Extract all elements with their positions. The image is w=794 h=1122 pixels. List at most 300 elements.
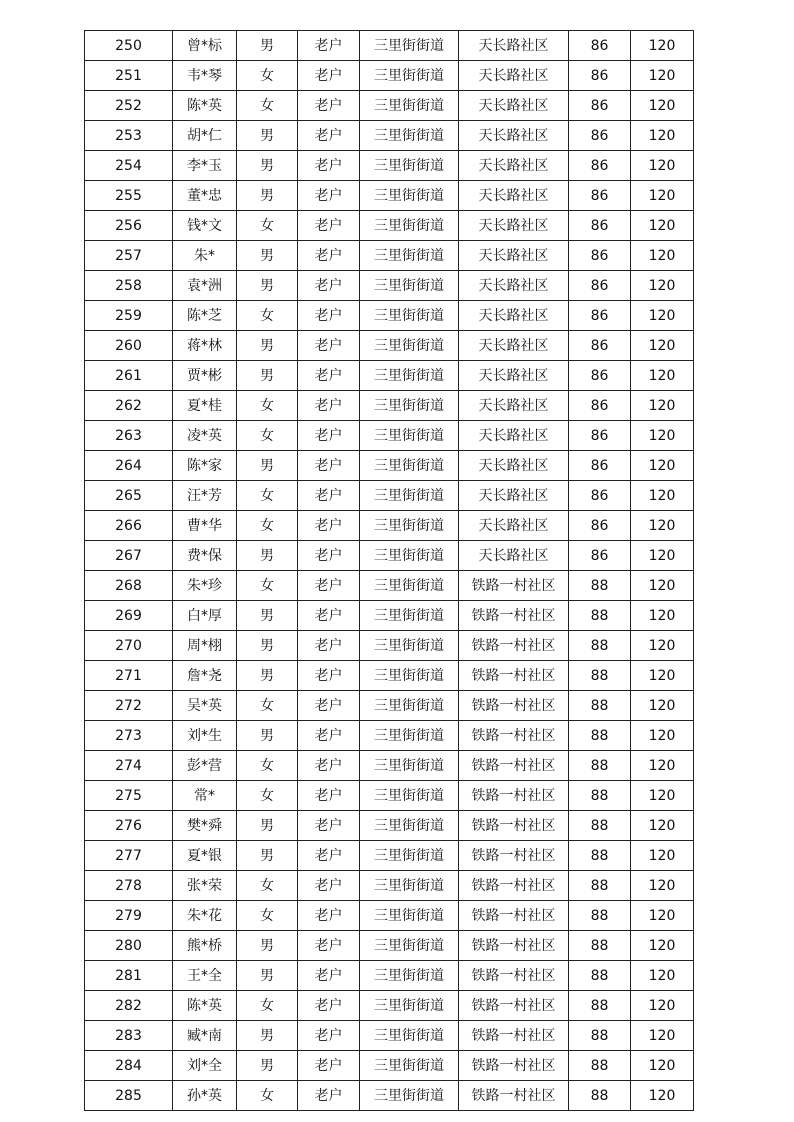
subdistrict-cell: 三里街街道 [360,481,459,511]
person-name-cell: 张*荣 [173,871,237,901]
community-cell: 铁路一村社区 [459,631,569,661]
household-type-cell: 老户 [298,931,360,961]
community-cell: 铁路一村社区 [459,1021,569,1051]
table-row [85,751,694,781]
household-type-cell: 老户 [298,511,360,541]
gender-cell: 女 [237,211,298,241]
community-cell: 天长路社区 [459,541,569,571]
person-name-cell: 汪*芳 [173,481,237,511]
community-cell: 天长路社区 [459,511,569,541]
amount-cell: 120 [631,721,694,751]
row-index-cell: 257 [85,241,173,271]
subdistrict-cell: 三里街街道 [360,151,459,181]
score-cell: 88 [569,811,631,841]
score-cell: 86 [569,391,631,421]
amount-cell: 120 [631,961,694,991]
subdistrict-cell: 三里街街道 [360,961,459,991]
amount-cell: 120 [631,931,694,961]
person-name-cell: 李*玉 [173,151,237,181]
subdistrict-cell: 三里街街道 [360,391,459,421]
household-type-cell: 老户 [298,31,360,61]
gender-cell: 男 [237,631,298,661]
table-row [85,481,694,511]
score-cell: 86 [569,61,631,91]
household-type-cell: 老户 [298,301,360,331]
person-name-cell: 臧*南 [173,1021,237,1051]
score-cell: 88 [569,631,631,661]
score-cell: 86 [569,271,631,301]
amount-cell: 120 [631,841,694,871]
person-name-cell: 贾*彬 [173,361,237,391]
score-cell: 88 [569,751,631,781]
community-cell: 铁路一村社区 [459,781,569,811]
person-name-cell: 夏*桂 [173,391,237,421]
household-type-cell: 老户 [298,631,360,661]
row-index-cell: 268 [85,571,173,601]
subdistrict-cell: 三里街街道 [360,451,459,481]
amount-cell: 120 [631,1051,694,1081]
community-cell: 天长路社区 [459,61,569,91]
table-row [85,631,694,661]
household-type-cell: 老户 [298,1021,360,1051]
score-cell: 86 [569,241,631,271]
person-name-cell: 白*厚 [173,601,237,631]
gender-cell: 男 [237,361,298,391]
gender-cell: 女 [237,391,298,421]
gender-cell: 男 [237,721,298,751]
row-index-cell: 261 [85,361,173,391]
subdistrict-cell: 三里街街道 [360,601,459,631]
table-row [85,301,694,331]
household-type-cell: 老户 [298,571,360,601]
score-cell: 88 [569,1081,631,1111]
amount-cell: 120 [631,331,694,361]
gender-cell: 男 [237,121,298,151]
table-row [85,181,694,211]
table-row [85,511,694,541]
subdistrict-cell: 三里街街道 [360,211,459,241]
gender-cell: 女 [237,991,298,1021]
score-cell: 88 [569,1021,631,1051]
household-type-cell: 老户 [298,421,360,451]
roster-table [84,30,694,1111]
row-index-cell: 278 [85,871,173,901]
person-name-cell: 陈*芝 [173,301,237,331]
row-index-cell: 251 [85,61,173,91]
household-type-cell: 老户 [298,211,360,241]
table-row [85,601,694,631]
gender-cell: 女 [237,421,298,451]
community-cell: 天长路社区 [459,211,569,241]
community-cell: 天长路社区 [459,301,569,331]
household-type-cell: 老户 [298,961,360,991]
household-type-cell: 老户 [298,481,360,511]
table-row [85,691,694,721]
subdistrict-cell: 三里街街道 [360,301,459,331]
score-cell: 88 [569,1051,631,1081]
person-name-cell: 陈*英 [173,91,237,121]
person-name-cell: 刘*生 [173,721,237,751]
gender-cell: 男 [237,541,298,571]
community-cell: 天长路社区 [459,481,569,511]
amount-cell: 120 [631,1021,694,1051]
row-index-cell: 270 [85,631,173,661]
amount-cell: 120 [631,181,694,211]
table-row [85,1051,694,1081]
household-type-cell: 老户 [298,661,360,691]
community-cell: 天长路社区 [459,331,569,361]
amount-cell: 120 [631,211,694,241]
score-cell: 88 [569,601,631,631]
subdistrict-cell: 三里街街道 [360,781,459,811]
household-type-cell: 老户 [298,901,360,931]
table-row [85,991,694,1021]
row-index-cell: 263 [85,421,173,451]
person-name-cell: 詹*尧 [173,661,237,691]
gender-cell: 女 [237,61,298,91]
amount-cell: 120 [631,511,694,541]
row-index-cell: 262 [85,391,173,421]
amount-cell: 120 [631,451,694,481]
person-name-cell: 韦*琴 [173,61,237,91]
row-index-cell: 258 [85,271,173,301]
row-index-cell: 281 [85,961,173,991]
gender-cell: 男 [237,961,298,991]
person-name-cell: 董*忠 [173,181,237,211]
row-index-cell: 266 [85,511,173,541]
amount-cell: 120 [631,541,694,571]
score-cell: 88 [569,571,631,601]
person-name-cell: 朱*花 [173,901,237,931]
community-cell: 天长路社区 [459,421,569,451]
amount-cell: 120 [631,421,694,451]
community-cell: 铁路一村社区 [459,931,569,961]
household-type-cell: 老户 [298,781,360,811]
subdistrict-cell: 三里街街道 [360,991,459,1021]
subdistrict-cell: 三里街街道 [360,511,459,541]
person-name-cell: 彭*营 [173,751,237,781]
subdistrict-cell: 三里街街道 [360,721,459,751]
gender-cell: 男 [237,811,298,841]
community-cell: 天长路社区 [459,451,569,481]
roster-body [85,31,694,1111]
subdistrict-cell: 三里街街道 [360,631,459,661]
amount-cell: 120 [631,31,694,61]
row-index-cell: 277 [85,841,173,871]
subdistrict-cell: 三里街街道 [360,751,459,781]
community-cell: 天长路社区 [459,241,569,271]
amount-cell: 120 [631,391,694,421]
person-name-cell: 陈*家 [173,451,237,481]
community-cell: 铁路一村社区 [459,841,569,871]
table-row [85,871,694,901]
household-type-cell: 老户 [298,271,360,301]
score-cell: 86 [569,151,631,181]
person-name-cell: 钱*文 [173,211,237,241]
household-type-cell: 老户 [298,1051,360,1081]
table-row [85,241,694,271]
score-cell: 86 [569,481,631,511]
household-type-cell: 老户 [298,331,360,361]
score-cell: 88 [569,721,631,751]
amount-cell: 120 [631,271,694,301]
household-type-cell: 老户 [298,601,360,631]
subdistrict-cell: 三里街街道 [360,1081,459,1111]
person-name-cell: 孙*英 [173,1081,237,1111]
amount-cell: 120 [631,811,694,841]
row-index-cell: 255 [85,181,173,211]
household-type-cell: 老户 [298,121,360,151]
row-index-cell: 259 [85,301,173,331]
household-type-cell: 老户 [298,811,360,841]
gender-cell: 女 [237,571,298,601]
amount-cell: 120 [631,901,694,931]
amount-cell: 120 [631,781,694,811]
person-name-cell: 熊*桥 [173,931,237,961]
row-index-cell: 260 [85,331,173,361]
gender-cell: 男 [237,1021,298,1051]
score-cell: 86 [569,91,631,121]
row-index-cell: 264 [85,451,173,481]
household-type-cell: 老户 [298,151,360,181]
amount-cell: 120 [631,571,694,601]
row-index-cell: 254 [85,151,173,181]
amount-cell: 120 [631,1081,694,1111]
table-row [85,121,694,151]
table-row [85,31,694,61]
subdistrict-cell: 三里街街道 [360,871,459,901]
person-name-cell: 陈*英 [173,991,237,1021]
subdistrict-cell: 三里街街道 [360,61,459,91]
table-row [85,721,694,751]
household-type-cell: 老户 [298,61,360,91]
subdistrict-cell: 三里街街道 [360,901,459,931]
subdistrict-cell: 三里街街道 [360,1051,459,1081]
household-type-cell: 老户 [298,691,360,721]
community-cell: 铁路一村社区 [459,1051,569,1081]
subdistrict-cell: 三里街街道 [360,661,459,691]
subdistrict-cell: 三里街街道 [360,91,459,121]
table-row [85,1081,694,1111]
household-type-cell: 老户 [298,871,360,901]
household-type-cell: 老户 [298,991,360,1021]
row-index-cell: 269 [85,601,173,631]
subdistrict-cell: 三里街街道 [360,331,459,361]
community-cell: 铁路一村社区 [459,691,569,721]
subdistrict-cell: 三里街街道 [360,361,459,391]
household-type-cell: 老户 [298,751,360,781]
score-cell: 86 [569,181,631,211]
score-cell: 88 [569,871,631,901]
household-type-cell: 老户 [298,181,360,211]
gender-cell: 男 [237,181,298,211]
score-cell: 86 [569,421,631,451]
score-cell: 86 [569,361,631,391]
community-cell: 铁路一村社区 [459,661,569,691]
table-row [85,541,694,571]
subdistrict-cell: 三里街街道 [360,31,459,61]
gender-cell: 女 [237,301,298,331]
person-name-cell: 常* [173,781,237,811]
amount-cell: 120 [631,91,694,121]
table-row [85,391,694,421]
row-index-cell: 279 [85,901,173,931]
table-row [85,811,694,841]
gender-cell: 男 [237,241,298,271]
row-index-cell: 253 [85,121,173,151]
amount-cell: 120 [631,751,694,781]
table-row [85,331,694,361]
table-row [85,571,694,601]
amount-cell: 120 [631,301,694,331]
community-cell: 天长路社区 [459,361,569,391]
gender-cell: 男 [237,931,298,961]
subdistrict-cell: 三里街街道 [360,811,459,841]
household-type-cell: 老户 [298,541,360,571]
score-cell: 88 [569,661,631,691]
subdistrict-cell: 三里街街道 [360,121,459,151]
row-index-cell: 275 [85,781,173,811]
subdistrict-cell: 三里街街道 [360,1021,459,1051]
table-row [85,781,694,811]
row-index-cell: 284 [85,1051,173,1081]
gender-cell: 女 [237,1081,298,1111]
amount-cell: 120 [631,601,694,631]
gender-cell: 男 [237,271,298,301]
table-row [85,901,694,931]
person-name-cell: 刘*全 [173,1051,237,1081]
household-type-cell: 老户 [298,721,360,751]
row-index-cell: 274 [85,751,173,781]
subdistrict-cell: 三里街街道 [360,931,459,961]
household-type-cell: 老户 [298,451,360,481]
person-name-cell: 胡*仁 [173,121,237,151]
community-cell: 铁路一村社区 [459,991,569,1021]
person-name-cell: 吴*英 [173,691,237,721]
person-name-cell: 王*全 [173,961,237,991]
person-name-cell: 费*保 [173,541,237,571]
household-type-cell: 老户 [298,361,360,391]
person-name-cell: 蒋*林 [173,331,237,361]
community-cell: 铁路一村社区 [459,811,569,841]
gender-cell: 男 [237,601,298,631]
community-cell: 天长路社区 [459,91,569,121]
row-index-cell: 276 [85,811,173,841]
gender-cell: 男 [237,661,298,691]
gender-cell: 女 [237,91,298,121]
subdistrict-cell: 三里街街道 [360,271,459,301]
community-cell: 铁路一村社区 [459,721,569,751]
household-type-cell: 老户 [298,1081,360,1111]
row-index-cell: 280 [85,931,173,961]
table-row [85,961,694,991]
gender-cell: 女 [237,751,298,781]
score-cell: 88 [569,931,631,961]
household-type-cell: 老户 [298,91,360,121]
table-row [85,1021,694,1051]
amount-cell: 120 [631,241,694,271]
amount-cell: 120 [631,151,694,181]
subdistrict-cell: 三里街街道 [360,241,459,271]
community-cell: 铁路一村社区 [459,1081,569,1111]
subdistrict-cell: 三里街街道 [360,421,459,451]
amount-cell: 120 [631,121,694,151]
score-cell: 86 [569,451,631,481]
amount-cell: 120 [631,991,694,1021]
score-cell: 86 [569,511,631,541]
gender-cell: 男 [237,331,298,361]
community-cell: 天长路社区 [459,271,569,301]
amount-cell: 120 [631,61,694,91]
household-type-cell: 老户 [298,841,360,871]
community-cell: 天长路社区 [459,391,569,421]
amount-cell: 120 [631,631,694,661]
community-cell: 铁路一村社区 [459,871,569,901]
amount-cell: 120 [631,361,694,391]
person-name-cell: 周*栩 [173,631,237,661]
row-index-cell: 267 [85,541,173,571]
gender-cell: 男 [237,841,298,871]
row-index-cell: 256 [85,211,173,241]
person-name-cell: 朱* [173,241,237,271]
row-index-cell: 273 [85,721,173,751]
table-row [85,361,694,391]
table-row [85,61,694,91]
table-row [85,931,694,961]
row-index-cell: 265 [85,481,173,511]
score-cell: 86 [569,301,631,331]
score-cell: 88 [569,961,631,991]
gender-cell: 男 [237,151,298,181]
gender-cell: 女 [237,901,298,931]
score-cell: 88 [569,841,631,871]
gender-cell: 男 [237,31,298,61]
person-name-cell: 曹*华 [173,511,237,541]
amount-cell: 120 [631,691,694,721]
subdistrict-cell: 三里街街道 [360,571,459,601]
community-cell: 天长路社区 [459,121,569,151]
row-index-cell: 272 [85,691,173,721]
row-index-cell: 282 [85,991,173,1021]
score-cell: 86 [569,211,631,241]
score-cell: 88 [569,691,631,721]
table-row [85,661,694,691]
person-name-cell: 樊*舜 [173,811,237,841]
gender-cell: 女 [237,871,298,901]
row-index-cell: 283 [85,1021,173,1051]
community-cell: 铁路一村社区 [459,571,569,601]
gender-cell: 女 [237,691,298,721]
table-row [85,451,694,481]
score-cell: 88 [569,901,631,931]
subdistrict-cell: 三里街街道 [360,691,459,721]
subdistrict-cell: 三里街街道 [360,841,459,871]
community-cell: 铁路一村社区 [459,961,569,991]
table-row [85,151,694,181]
amount-cell: 120 [631,661,694,691]
gender-cell: 女 [237,481,298,511]
subdistrict-cell: 三里街街道 [360,181,459,211]
household-type-cell: 老户 [298,391,360,421]
gender-cell: 女 [237,511,298,541]
person-name-cell: 夏*银 [173,841,237,871]
table-row [85,841,694,871]
community-cell: 铁路一村社区 [459,901,569,931]
score-cell: 86 [569,331,631,361]
score-cell: 86 [569,121,631,151]
community-cell: 铁路一村社区 [459,751,569,781]
row-index-cell: 250 [85,31,173,61]
